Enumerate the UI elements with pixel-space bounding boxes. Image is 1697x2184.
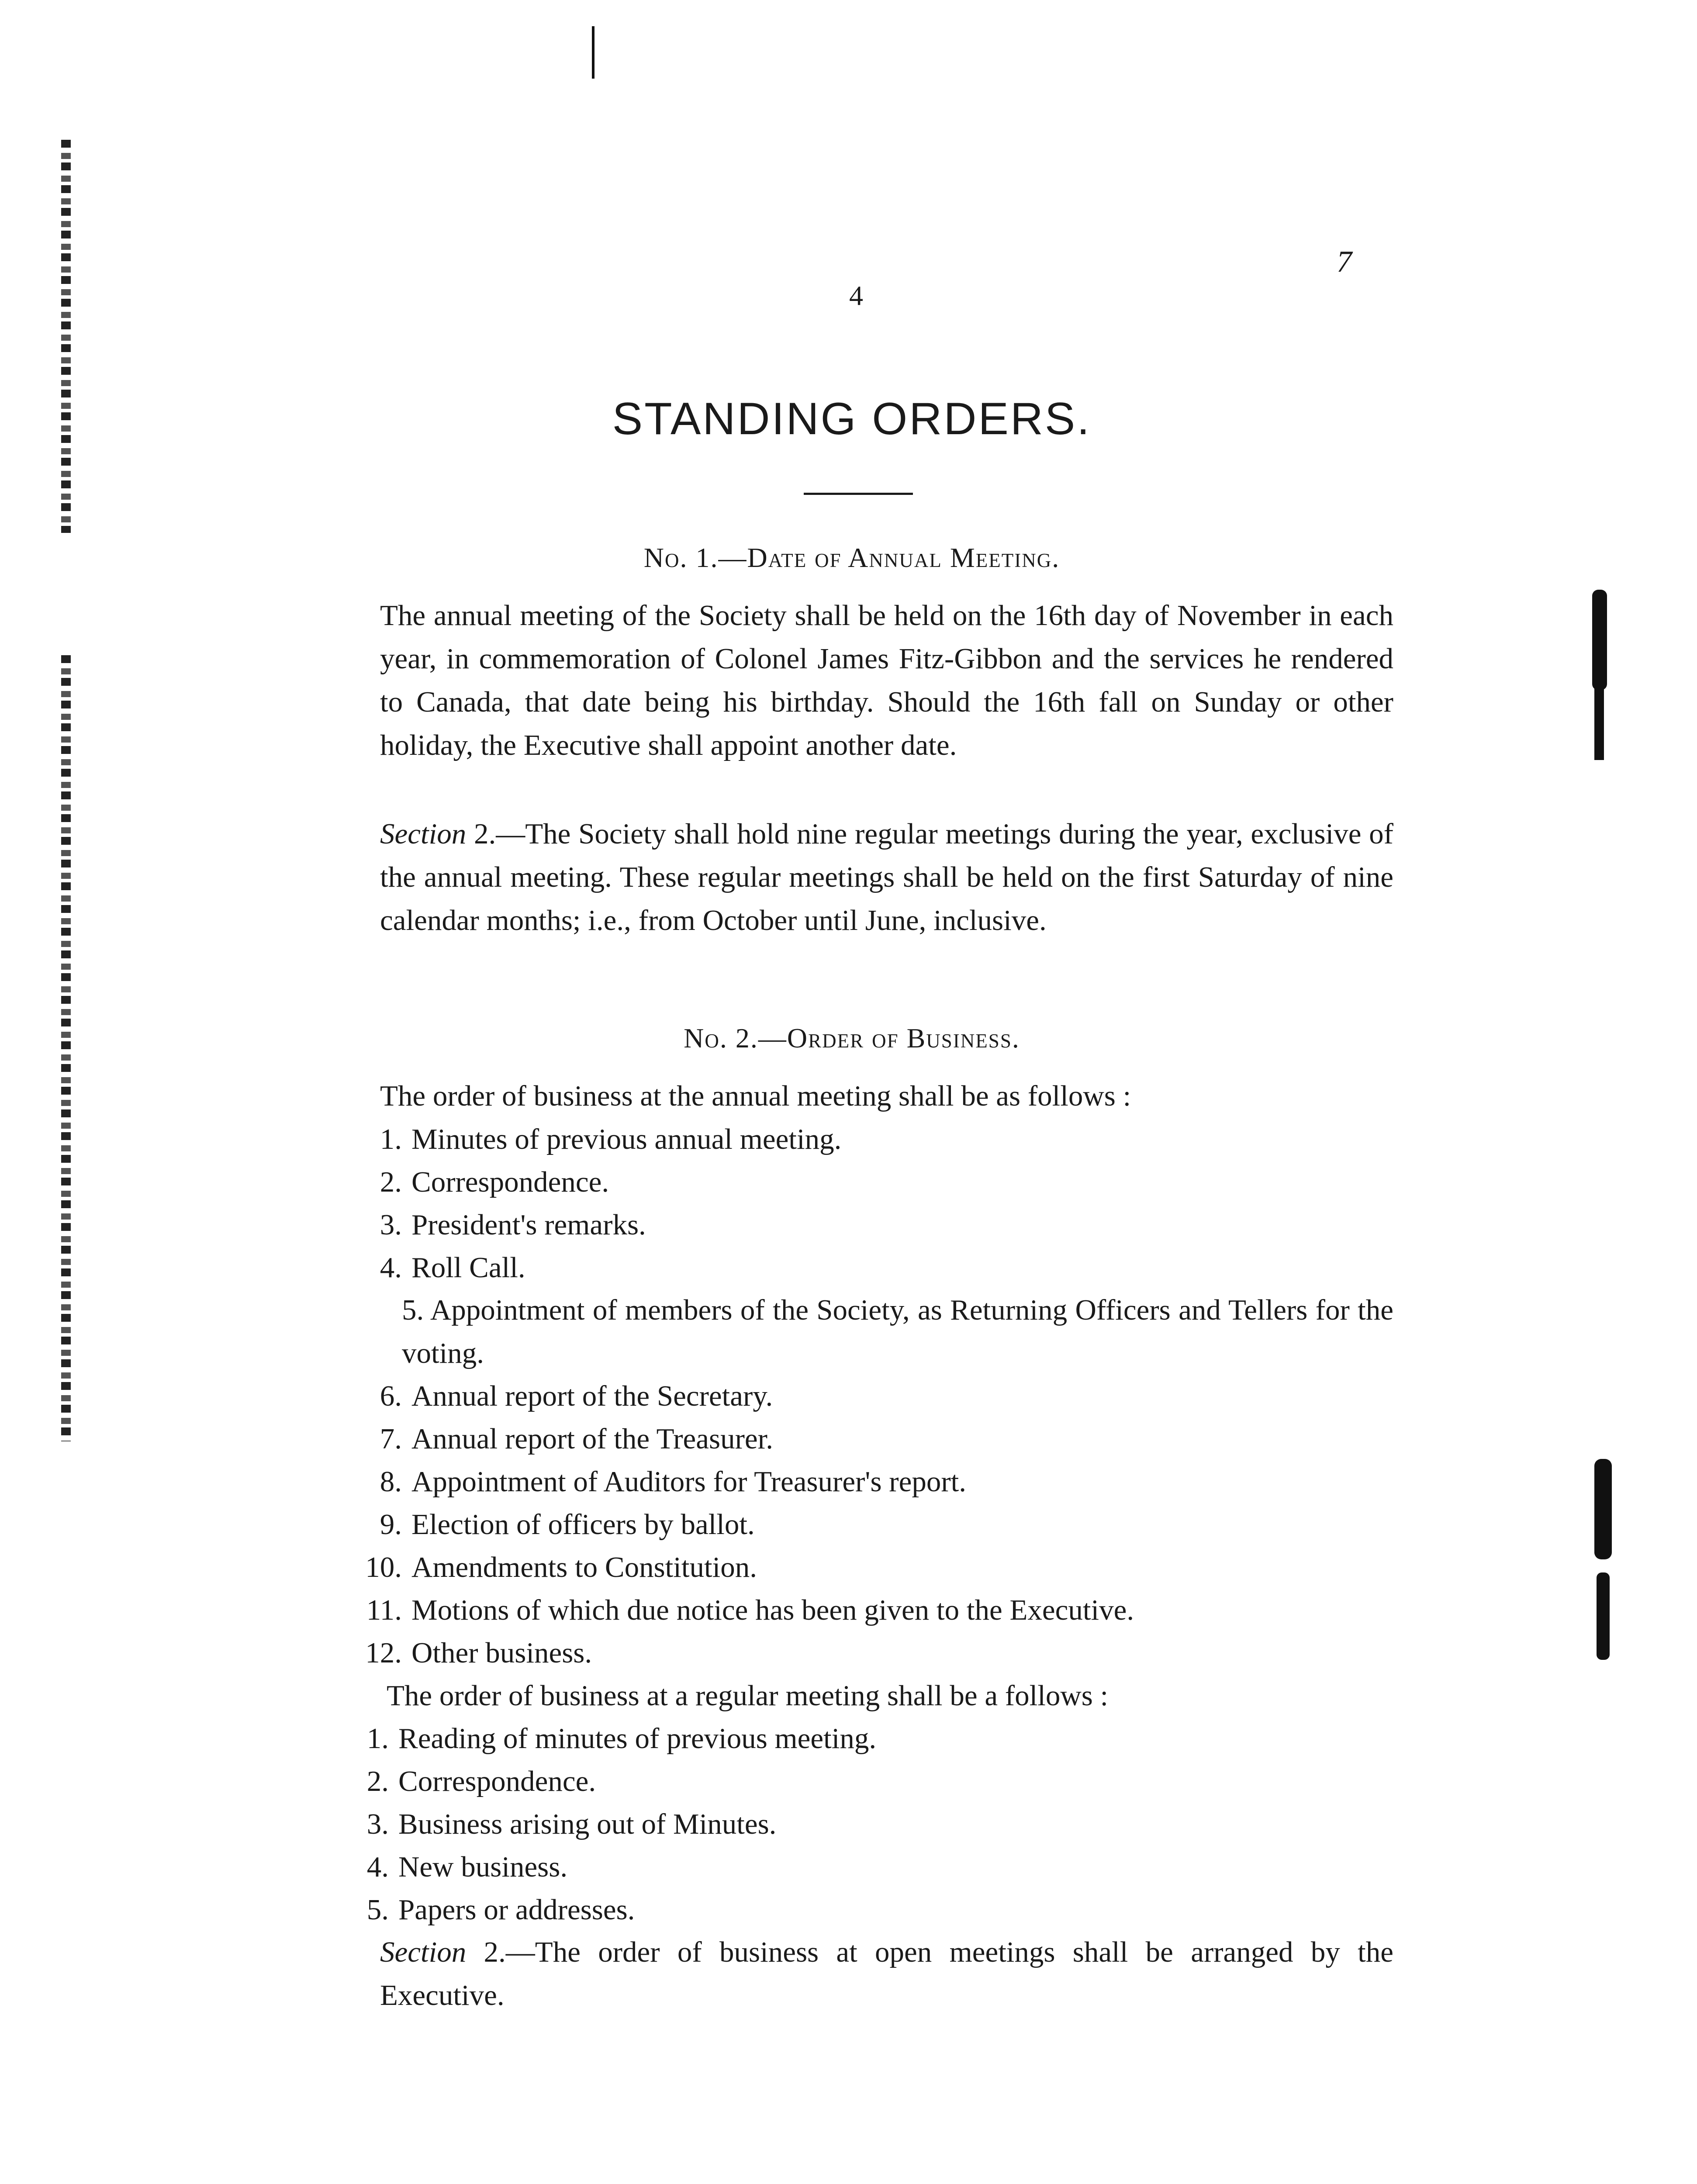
item-number: 8. (380, 1465, 402, 1498)
scan-mark (1592, 590, 1607, 690)
list-item (349, 1379, 773, 1413)
item-text: Minutes of previous annual meeting. (411, 1123, 842, 1155)
section-label: Section (380, 818, 467, 850)
item-number: 3. (380, 1209, 402, 1241)
list-item (349, 1165, 609, 1199)
scan-mark (1594, 681, 1604, 760)
item-number: 1. (366, 1722, 389, 1755)
item-number: 12. (365, 1637, 402, 1669)
list-item (349, 1807, 776, 1841)
paragraph-annual-meeting (345, 594, 1393, 767)
item-text: Business arising out of Minutes. (398, 1808, 777, 1840)
item-number: 7. (380, 1423, 402, 1455)
list-item (349, 1636, 592, 1670)
scan-edge-mark (61, 655, 71, 1441)
item-number: 5. (402, 1294, 424, 1326)
item-text: Correspondence. (398, 1765, 596, 1797)
item-text: Election of officers by ballot. (411, 1508, 755, 1541)
intro-regular: The order of business at a regular meeting shall be a follows : (387, 1679, 1109, 1712)
section-heading-2: No. 2.—Order of Business. (684, 1023, 1020, 1054)
paragraph-regular-meetings (345, 812, 1393, 942)
scan-edge-mark (61, 140, 71, 533)
item-text: Appointment of members of the Society, as Returning Officers and Tellers for the voting. (402, 1294, 1393, 1369)
list-item (349, 1893, 635, 1927)
item-number: 4. (366, 1851, 389, 1883)
list-item (349, 1508, 755, 1541)
list-item (349, 1208, 646, 1242)
section-heading-1: No. 1.—Date of Annual Meeting. (643, 542, 1060, 573)
list-item (349, 1765, 596, 1798)
scan-mark (1597, 1572, 1610, 1660)
list-item (349, 1251, 525, 1285)
paragraph-body (345, 812, 1393, 942)
paragraph-open-meetings (345, 1931, 1393, 2017)
paragraph-text: 2.—The order of business at open meetings shall be arranged by the Executive. (380, 1936, 1393, 2011)
item-text: Amendments to Constitution. (411, 1551, 757, 1583)
item-number: 6. (380, 1380, 402, 1412)
item-number: 4. (380, 1251, 402, 1284)
item-number: 5. (366, 1894, 389, 1926)
paragraph-text: The annual meeting of the Society shall be held on the 16th day of November in each year, in commemoration of Colonel James Fitz-Gibbon and the services he rendered to Canada, that date being his birthday. Should the 16th fall on Sunday or other holiday, the Executive shall appoint another date. (380, 599, 1393, 761)
item-text: Other business. (411, 1637, 592, 1669)
list-item (349, 1593, 1134, 1627)
item-text: Correspondence. (411, 1166, 609, 1198)
item-text: Annual report of the Secretary. (411, 1380, 773, 1412)
list-item (349, 1551, 757, 1584)
item-number: 10. (365, 1551, 402, 1583)
item-text: Reading of minutes of previous meeting. (398, 1722, 877, 1755)
section-label: Section (380, 1936, 467, 1968)
list-item (349, 1850, 567, 1884)
title-rule (804, 493, 913, 495)
item-number: 9. (380, 1508, 402, 1541)
item-number: 11. (366, 1594, 402, 1626)
item-number: 3. (366, 1808, 389, 1840)
page-number: 4 (849, 280, 863, 311)
page-title: STANDING ORDERS. (612, 394, 1092, 444)
list-item (349, 1465, 966, 1499)
item-text: Papers or addresses. (398, 1894, 635, 1926)
item-body (345, 1289, 1393, 1375)
paragraph-text: 2.—The Society shall hold nine regular meetings during the year, exclusive of the annual meeting. These regular meetings shall be held on the first Saturday of nine calendar months; i.e., from October until June, inclusive. (380, 818, 1393, 936)
list-item (349, 1722, 876, 1755)
margin-note: 7 (1337, 245, 1352, 279)
item-number: 1. (380, 1123, 402, 1155)
paragraph-body (345, 1931, 1393, 2017)
list-item (345, 1289, 1393, 1375)
intro-annual (345, 1075, 1393, 1118)
paragraph-text: The order of business at the annual meeting shall be as follows : (380, 1080, 1131, 1112)
list-item (349, 1422, 773, 1456)
item-text: President's remarks. (411, 1209, 646, 1241)
item-text: Annual report of the Treasurer. (411, 1423, 774, 1455)
list-item (349, 1123, 841, 1156)
item-text: Roll Call. (411, 1251, 525, 1284)
scan-mark (592, 26, 594, 79)
item-number: 2. (380, 1166, 402, 1198)
item-number: 2. (366, 1765, 389, 1797)
item-text: Appointment of Auditors for Treasurer's report. (411, 1465, 967, 1498)
item-text: Motions of which due notice has been given to the Executive. (411, 1594, 1134, 1626)
item-text: New business. (398, 1851, 568, 1883)
scan-mark (1594, 1459, 1612, 1559)
